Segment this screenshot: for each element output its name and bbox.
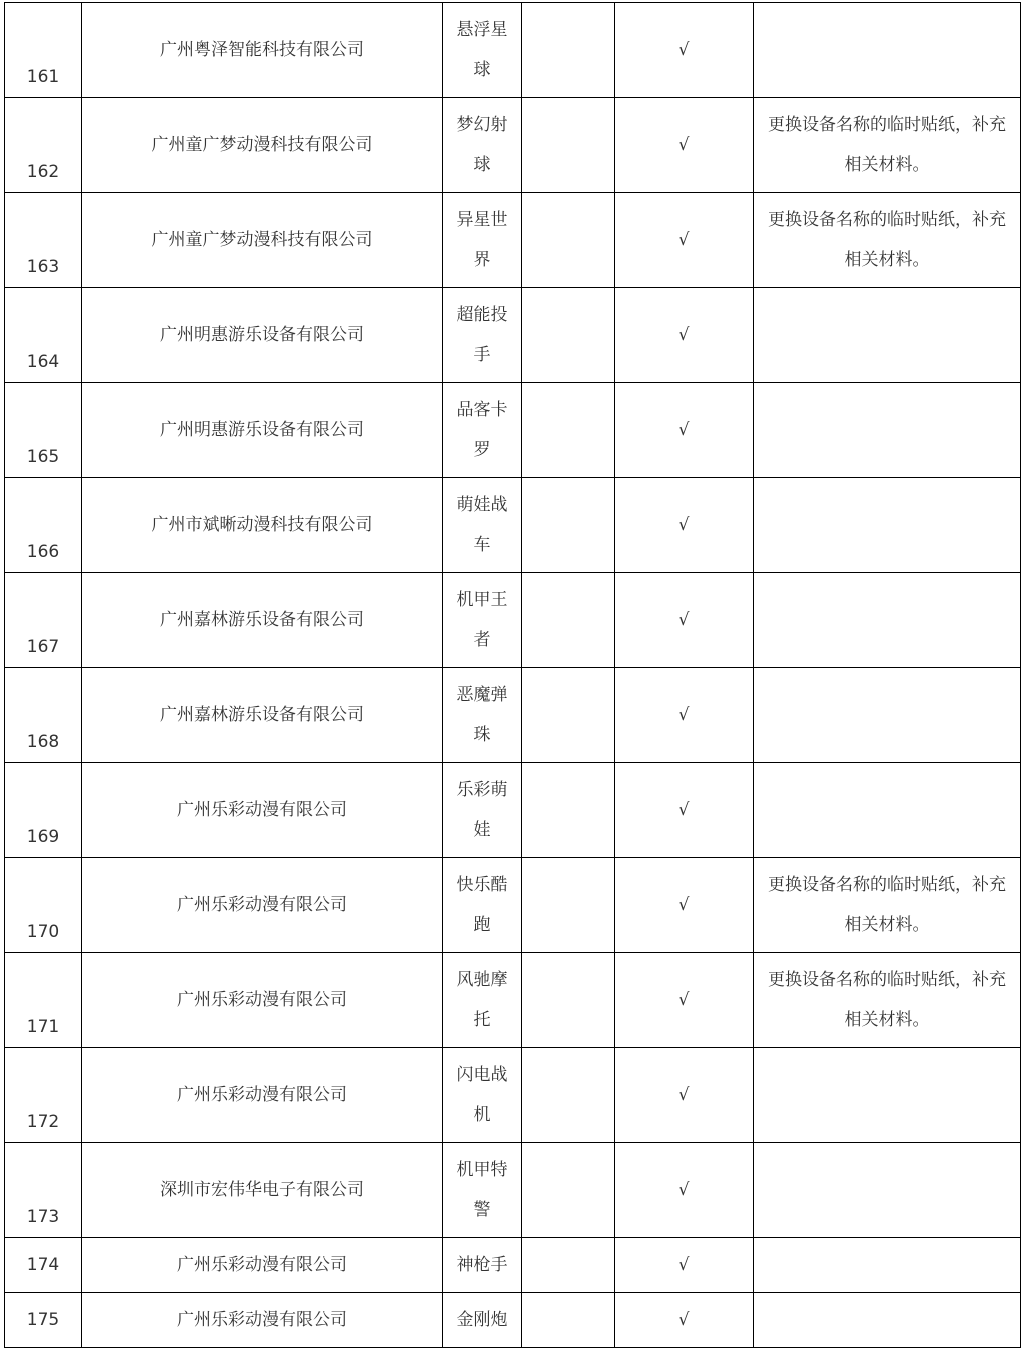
check-mark: √ — [678, 135, 690, 155]
row-number: 169 — [26, 827, 60, 847]
company-name: 广州明惠游乐设备有限公司 — [160, 325, 364, 345]
row-number-cell — [5, 953, 82, 1048]
company-cell — [82, 573, 443, 668]
company-cell — [82, 953, 443, 1048]
blank-cell — [522, 858, 615, 953]
remark-cell — [754, 98, 1021, 193]
company-name: 广州明惠游乐设备有限公司 — [160, 420, 364, 440]
check-mark: √ — [678, 420, 690, 440]
table-row — [5, 478, 1021, 573]
table-row — [5, 1293, 1021, 1348]
device-name: 异星世界 — [456, 210, 508, 270]
remark-cell — [754, 1143, 1021, 1238]
blank-cell — [522, 763, 615, 858]
remark-cell — [754, 3, 1021, 98]
device-name: 超能投手 — [456, 305, 508, 365]
company-cell — [82, 1238, 443, 1293]
table-row — [5, 573, 1021, 668]
company-name: 广州嘉林游乐设备有限公司 — [160, 705, 364, 725]
table-row — [5, 193, 1021, 288]
check-cell — [615, 953, 754, 1048]
remark-cell — [754, 1293, 1021, 1348]
device-name: 金刚炮 — [456, 1310, 508, 1330]
blank-cell — [522, 1048, 615, 1143]
row-number: 161 — [26, 67, 60, 87]
check-cell — [615, 1293, 754, 1348]
row-number-cell — [5, 383, 82, 478]
row-number: 170 — [26, 922, 60, 942]
company-cell — [82, 1293, 443, 1348]
device-name: 品客卡罗 — [456, 400, 508, 460]
device-name: 风驰摩托 — [456, 970, 508, 1030]
row-number-cell — [5, 3, 82, 98]
company-cell — [82, 193, 443, 288]
row-number-cell — [5, 193, 82, 288]
remark-text: 更换设备名称的临时贴纸，补充相关材料。 — [768, 875, 1006, 935]
check-cell — [615, 1143, 754, 1238]
device-name: 悬浮星球 — [456, 20, 508, 80]
blank-cell — [522, 1143, 615, 1238]
device-cell — [443, 383, 522, 478]
device-cell — [443, 668, 522, 763]
row-number-cell — [5, 858, 82, 953]
blank-cell — [522, 953, 615, 1048]
check-mark: √ — [678, 990, 690, 1010]
device-cell — [443, 1143, 522, 1238]
remark-cell — [754, 1238, 1021, 1293]
device-name: 快乐酷跑 — [456, 875, 508, 935]
table-row — [5, 288, 1021, 383]
remark-cell — [754, 858, 1021, 953]
company-cell — [82, 383, 443, 478]
blank-cell — [522, 1238, 615, 1293]
remark-text: 更换设备名称的临时贴纸，补充相关材料。 — [768, 115, 1006, 175]
row-number: 175 — [26, 1310, 60, 1330]
check-mark: √ — [678, 1180, 690, 1200]
remark-text: 更换设备名称的临时贴纸，补充相关材料。 — [768, 970, 1006, 1030]
company-name: 广州童广梦动漫科技有限公司 — [151, 135, 373, 155]
company-cell — [82, 763, 443, 858]
remark-cell — [754, 193, 1021, 288]
company-name: 广州市斌晰动漫科技有限公司 — [151, 515, 373, 535]
blank-cell — [522, 1293, 615, 1348]
company-name: 广州乐彩动漫有限公司 — [177, 1085, 347, 1105]
row-number: 174 — [26, 1255, 60, 1275]
company-name: 广州粤泽智能科技有限公司 — [160, 40, 364, 60]
remark-cell — [754, 288, 1021, 383]
device-cell — [443, 1238, 522, 1293]
table-row — [5, 1238, 1021, 1293]
row-number-cell — [5, 668, 82, 763]
company-cell — [82, 1143, 443, 1238]
check-mark: √ — [678, 1255, 690, 1275]
device-cell — [443, 98, 522, 193]
company-name: 广州童广梦动漫科技有限公司 — [151, 230, 373, 250]
device-name: 机甲王者 — [456, 590, 508, 650]
table-row — [5, 1143, 1021, 1238]
blank-cell — [522, 193, 615, 288]
device-name: 恶魔弹珠 — [456, 685, 508, 745]
blank-cell — [522, 3, 615, 98]
company-name: 广州嘉林游乐设备有限公司 — [160, 610, 364, 630]
row-number: 165 — [26, 447, 60, 467]
device-cell — [443, 763, 522, 858]
company-cell — [82, 98, 443, 193]
records-table — [4, 2, 1021, 1348]
row-number-cell — [5, 1048, 82, 1143]
row-number: 163 — [26, 257, 60, 277]
device-cell — [443, 3, 522, 98]
row-number: 164 — [26, 352, 60, 372]
row-number-cell — [5, 288, 82, 383]
row-number: 172 — [26, 1112, 60, 1132]
device-name: 闪电战机 — [456, 1065, 508, 1125]
check-mark: √ — [678, 325, 690, 345]
company-cell — [82, 668, 443, 763]
check-cell — [615, 858, 754, 953]
check-mark: √ — [678, 800, 690, 820]
device-cell — [443, 478, 522, 573]
row-number: 167 — [26, 637, 60, 657]
device-name: 神枪手 — [456, 1255, 508, 1275]
table-row — [5, 383, 1021, 478]
check-cell — [615, 3, 754, 98]
remark-cell — [754, 383, 1021, 478]
check-mark: √ — [678, 515, 690, 535]
check-mark: √ — [678, 610, 690, 630]
table-row — [5, 858, 1021, 953]
check-cell — [615, 573, 754, 668]
table-row — [5, 953, 1021, 1048]
device-name: 萌娃战车 — [456, 495, 508, 555]
remark-cell — [754, 1048, 1021, 1143]
device-name: 机甲特警 — [456, 1160, 508, 1220]
company-cell — [82, 1048, 443, 1143]
check-cell — [615, 668, 754, 763]
company-name: 广州乐彩动漫有限公司 — [177, 895, 347, 915]
device-cell — [443, 288, 522, 383]
device-cell — [443, 953, 522, 1048]
row-number-cell — [5, 573, 82, 668]
blank-cell — [522, 98, 615, 193]
company-name: 广州乐彩动漫有限公司 — [177, 990, 347, 1010]
check-cell — [615, 1048, 754, 1143]
remark-cell — [754, 953, 1021, 1048]
table-row — [5, 668, 1021, 763]
table-row — [5, 1048, 1021, 1143]
device-cell — [443, 1293, 522, 1348]
check-mark: √ — [678, 230, 690, 250]
device-name: 乐彩萌娃 — [456, 780, 508, 840]
row-number: 168 — [26, 732, 60, 752]
check-cell — [615, 763, 754, 858]
row-number-cell — [5, 1293, 82, 1348]
device-name: 梦幻射球 — [456, 115, 508, 175]
check-mark: √ — [678, 1085, 690, 1105]
row-number-cell — [5, 478, 82, 573]
table-row — [5, 98, 1021, 193]
row-number-cell — [5, 1143, 82, 1238]
table-row — [5, 763, 1021, 858]
remark-text: 更换设备名称的临时贴纸，补充相关材料。 — [768, 210, 1006, 270]
check-cell — [615, 1238, 754, 1293]
row-number: 166 — [26, 542, 60, 562]
company-cell — [82, 478, 443, 573]
remark-cell — [754, 668, 1021, 763]
check-mark: √ — [678, 1310, 690, 1330]
device-cell — [443, 573, 522, 668]
blank-cell — [522, 478, 615, 573]
check-cell — [615, 383, 754, 478]
company-cell — [82, 3, 443, 98]
row-number-cell — [5, 763, 82, 858]
device-cell — [443, 193, 522, 288]
row-number: 173 — [26, 1207, 60, 1227]
row-number-cell — [5, 98, 82, 193]
company-name: 广州乐彩动漫有限公司 — [177, 800, 347, 820]
device-cell — [443, 1048, 522, 1143]
records-table-body — [5, 3, 1021, 1348]
row-number-cell — [5, 1238, 82, 1293]
check-mark: √ — [678, 40, 690, 60]
remark-cell — [754, 573, 1021, 668]
check-cell — [615, 193, 754, 288]
row-number: 171 — [26, 1017, 60, 1037]
company-name: 广州乐彩动漫有限公司 — [177, 1310, 347, 1330]
company-name: 深圳市宏伟华电子有限公司 — [160, 1180, 364, 1200]
check-cell — [615, 98, 754, 193]
remark-cell — [754, 763, 1021, 858]
check-cell — [615, 288, 754, 383]
check-mark: √ — [678, 895, 690, 915]
company-cell — [82, 858, 443, 953]
check-cell — [615, 478, 754, 573]
company-cell — [82, 288, 443, 383]
blank-cell — [522, 288, 615, 383]
company-name: 广州乐彩动漫有限公司 — [177, 1255, 347, 1275]
blank-cell — [522, 383, 615, 478]
remark-cell — [754, 478, 1021, 573]
row-number: 162 — [26, 162, 60, 182]
table-row — [5, 3, 1021, 98]
device-cell — [443, 858, 522, 953]
blank-cell — [522, 668, 615, 763]
blank-cell — [522, 573, 615, 668]
check-mark: √ — [678, 705, 690, 725]
